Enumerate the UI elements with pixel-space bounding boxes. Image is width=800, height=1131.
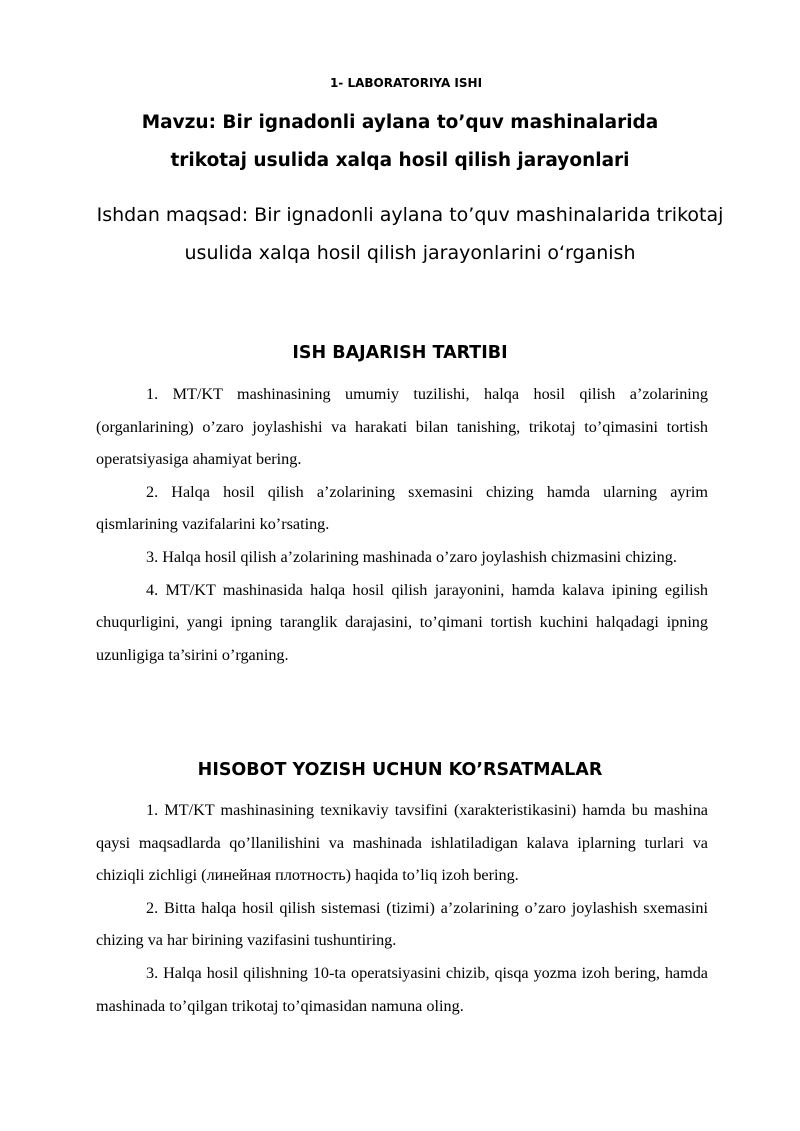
aim-statement [60,196,740,272]
topic-line-1: Mavzu: Bir ignadonli aylana to’quv mashinalarida [141,112,659,133]
report-item: 2. Bitta halqa hosil qilish sistemasi (tizimi) a’zolarining o’zaro joylashish sxemasini chizing va har birining vazifasini tushuntiring. [96,898,708,950]
topic-title [0,104,800,180]
procedure-item: 2. Halqa hosil qilish a’zolarining sxemasini chizing hamda ularning ayrim qismlarining vazifalarini ko’rsating. [96,482,708,534]
procedure-item: 4. MT/KT mashinasida halqa hosil qilish jarayonini, hamda kalava ipining egilish chuqurligini, yangi ipning taranglik darajasini, to’qimani tortish kuchini halqadagi ipning uzunligiga ta’sirini o’rganing. [96,580,708,664]
lab-number: 1- LABORATORIYA ISHI [329,76,483,90]
report-heading: HISOBOT YOZISH UCHUN KO’RSATMALAR [197,760,603,780]
aim-line-1: Ishdan maqsad: Bir ignadonli aylana to’quv mashinalarida trikotaj [96,204,724,226]
aim-line-2: usulida xalqa hosil qilish jarayonlarini o‘rganish [184,242,636,264]
procedure-item: 1. MT/KT mashinasining umumiy tuzilishi, halqa hosil qilish a’zolarining (organlarining) o’zaro joylashishi va harakati bilan tanishing, trikotaj to’qimasini tortish operatsiyasiga ahamiyat bering. [96,385,708,469]
report-item: 3. Halqa hosil qilishning 10-ta operatsiyasini chizib, qisqa yozma izoh bering, hamda mashinada to’qilgan trikotaj to’qimasidan namuna oling. [96,963,708,1015]
procedure-item: 3. Halqa hosil qilish a’zolarining mashinada o’zaro joylashish chizmasini chizing. [146,547,677,566]
topic-line-2: trikotaj usulida xalqa hosil qilish jarayonlari [170,150,630,171]
report-list [96,794,708,1022]
procedure-list [96,378,708,671]
procedure-heading: ISH BAJARISH TARTIBI [292,343,508,363]
report-item: 1. MT/KT mashinasining texnikaviy tavsifini (xarakteristikasini) hamda bu mashina qaysi maqsadlarda qo’llanilishini va mashinada ishlatiladigan kalava iplarning turlari va chiziqli zichligi (линейная плотность) haqida to’liq izoh bering. [96,801,708,885]
